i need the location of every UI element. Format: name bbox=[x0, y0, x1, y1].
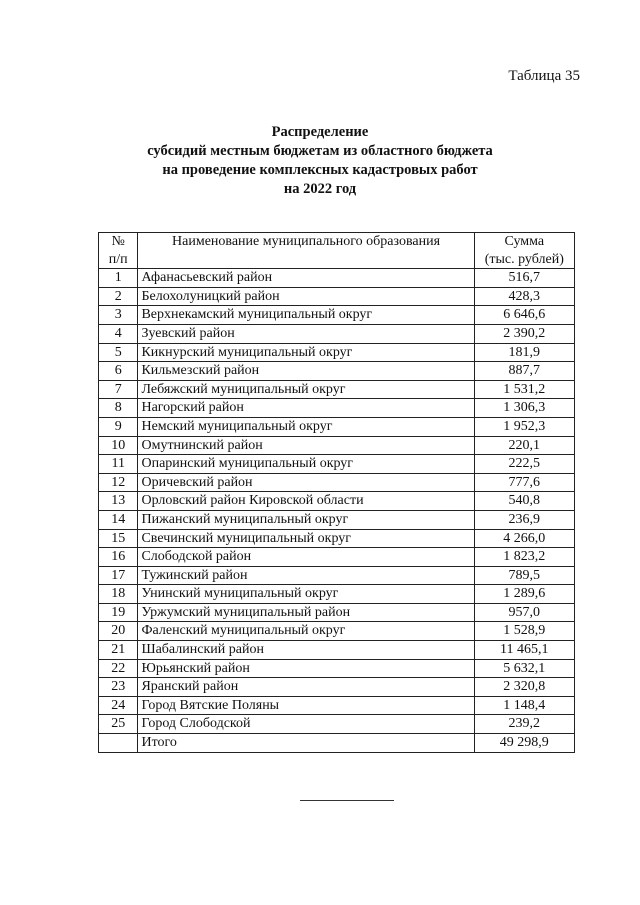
row-name: Юрьянский район bbox=[138, 659, 474, 678]
header-sum: Сумма (тыс. рублей) bbox=[474, 233, 574, 269]
table-row bbox=[99, 566, 575, 585]
row-sum: 1 148,4 bbox=[474, 696, 574, 715]
row-number: 5 bbox=[99, 343, 138, 362]
row-number: 13 bbox=[99, 492, 138, 511]
row-name: Город Слободской bbox=[138, 715, 474, 734]
row-number: 14 bbox=[99, 510, 138, 529]
row-name: Немский муниципальный округ bbox=[138, 417, 474, 436]
row-sum: 428,3 bbox=[474, 287, 574, 306]
row-number: 1 bbox=[99, 269, 138, 288]
table-row bbox=[99, 399, 575, 418]
title-line: Распределение bbox=[271, 124, 369, 140]
row-name: Уржумский муниципальный район bbox=[138, 603, 474, 622]
table-row bbox=[99, 362, 575, 381]
table-row bbox=[99, 306, 575, 325]
row-name: Фаленский муниципальный округ bbox=[138, 622, 474, 641]
row-name: Омутнинский район bbox=[138, 436, 474, 455]
table-row bbox=[99, 492, 575, 511]
row-number: 24 bbox=[99, 696, 138, 715]
row-sum: 540,8 bbox=[474, 492, 574, 511]
row-name: Яранский район bbox=[138, 678, 474, 697]
table-row bbox=[99, 585, 575, 604]
row-sum: 516,7 bbox=[474, 269, 574, 288]
row-sum: 2 320,8 bbox=[474, 678, 574, 697]
row-sum: 11 465,1 bbox=[474, 641, 574, 660]
row-sum: 181,9 bbox=[474, 343, 574, 362]
row-sum: 777,6 bbox=[474, 473, 574, 492]
table-row bbox=[99, 380, 575, 399]
table-row bbox=[99, 622, 575, 641]
table-row bbox=[99, 715, 575, 734]
row-name: Город Вятские Поляны bbox=[138, 696, 474, 715]
row-number: 22 bbox=[99, 659, 138, 678]
title-line: субсидий местным бюджетам из областного бюджета bbox=[147, 143, 493, 159]
table-row bbox=[99, 548, 575, 567]
total-sum: 49 298,9 bbox=[474, 734, 574, 753]
row-name: Зуевский район bbox=[138, 324, 474, 343]
table-row bbox=[99, 436, 575, 455]
row-number: 2 bbox=[99, 287, 138, 306]
row-number: 12 bbox=[99, 473, 138, 492]
table-number: Таблица 35 bbox=[508, 68, 580, 84]
row-sum: 5 632,1 bbox=[474, 659, 574, 678]
row-sum: 1 952,3 bbox=[474, 417, 574, 436]
row-number: 21 bbox=[99, 641, 138, 660]
table-row bbox=[99, 678, 575, 697]
row-number: 15 bbox=[99, 529, 138, 548]
row-name: Унинский муниципальный округ bbox=[138, 585, 474, 604]
row-sum: 887,7 bbox=[474, 362, 574, 381]
total-label: Итого bbox=[138, 734, 474, 753]
table-body bbox=[99, 269, 575, 752]
row-sum: 1 823,2 bbox=[474, 548, 574, 567]
row-name: Орловский район Кировской области bbox=[138, 492, 474, 511]
row-sum: 220,1 bbox=[474, 436, 574, 455]
title-line: на 2022 год bbox=[283, 181, 357, 197]
row-number: 17 bbox=[99, 566, 138, 585]
document-title bbox=[0, 123, 640, 199]
table-row bbox=[99, 343, 575, 362]
row-name: Тужинский район bbox=[138, 566, 474, 585]
row-number: 23 bbox=[99, 678, 138, 697]
row-sum: 239,2 bbox=[474, 715, 574, 734]
row-name: Слободской район bbox=[138, 548, 474, 567]
table-row bbox=[99, 603, 575, 622]
row-sum: 2 390,2 bbox=[474, 324, 574, 343]
row-sum: 1 306,3 bbox=[474, 399, 574, 418]
row-name: Пижанский муниципальный округ bbox=[138, 510, 474, 529]
table-row bbox=[99, 324, 575, 343]
row-name: Оричевский район bbox=[138, 473, 474, 492]
row-number: 3 bbox=[99, 306, 138, 325]
row-sum: 222,5 bbox=[474, 455, 574, 474]
row-number: 7 bbox=[99, 380, 138, 399]
table-row bbox=[99, 529, 575, 548]
row-sum: 957,0 bbox=[474, 603, 574, 622]
table-row bbox=[99, 510, 575, 529]
table-row bbox=[99, 641, 575, 660]
total-row bbox=[99, 734, 575, 753]
row-sum: 789,5 bbox=[474, 566, 574, 585]
row-name: Белохолуницкий район bbox=[138, 287, 474, 306]
table-row bbox=[99, 417, 575, 436]
row-sum: 4 266,0 bbox=[474, 529, 574, 548]
row-name: Опаринский муниципальный округ bbox=[138, 455, 474, 474]
row-number: 6 bbox=[99, 362, 138, 381]
table-row bbox=[99, 659, 575, 678]
table-row bbox=[99, 696, 575, 715]
row-number: 19 bbox=[99, 603, 138, 622]
row-name: Нагорский район bbox=[138, 399, 474, 418]
total-number-empty bbox=[99, 734, 138, 753]
row-name: Афанасьевский район bbox=[138, 269, 474, 288]
row-name: Лебяжский муниципальный округ bbox=[138, 380, 474, 399]
row-number: 16 bbox=[99, 548, 138, 567]
row-name: Свечинский муниципальный округ bbox=[138, 529, 474, 548]
row-number: 10 bbox=[99, 436, 138, 455]
title-line: на проведение комплексных кадастровых работ bbox=[162, 162, 478, 178]
table-row bbox=[99, 455, 575, 474]
row-number: 25 bbox=[99, 715, 138, 734]
table-row bbox=[99, 287, 575, 306]
row-number: 11 bbox=[99, 455, 138, 474]
row-number: 20 bbox=[99, 622, 138, 641]
header-name: Наименование муниципального образования bbox=[138, 233, 474, 269]
row-name: Кильмезский район bbox=[138, 362, 474, 381]
row-name: Шабалинский район bbox=[138, 641, 474, 660]
row-number: 4 bbox=[99, 324, 138, 343]
row-name: Верхнекамский муниципальный округ bbox=[138, 306, 474, 325]
row-name: Кикнурский муниципальный округ bbox=[138, 343, 474, 362]
row-sum: 1 528,9 bbox=[474, 622, 574, 641]
row-number: 8 bbox=[99, 399, 138, 418]
header-number: № п/п bbox=[99, 233, 138, 269]
table-row bbox=[99, 473, 575, 492]
row-number: 9 bbox=[99, 417, 138, 436]
row-sum: 1 531,2 bbox=[474, 380, 574, 399]
row-sum: 1 289,6 bbox=[474, 585, 574, 604]
footer-divider bbox=[300, 800, 394, 801]
row-sum: 236,9 bbox=[474, 510, 574, 529]
row-sum: 6 646,6 bbox=[474, 306, 574, 325]
table-row bbox=[99, 269, 575, 288]
subsidy-table bbox=[98, 232, 575, 753]
table-header-row bbox=[99, 233, 575, 269]
row-number: 18 bbox=[99, 585, 138, 604]
